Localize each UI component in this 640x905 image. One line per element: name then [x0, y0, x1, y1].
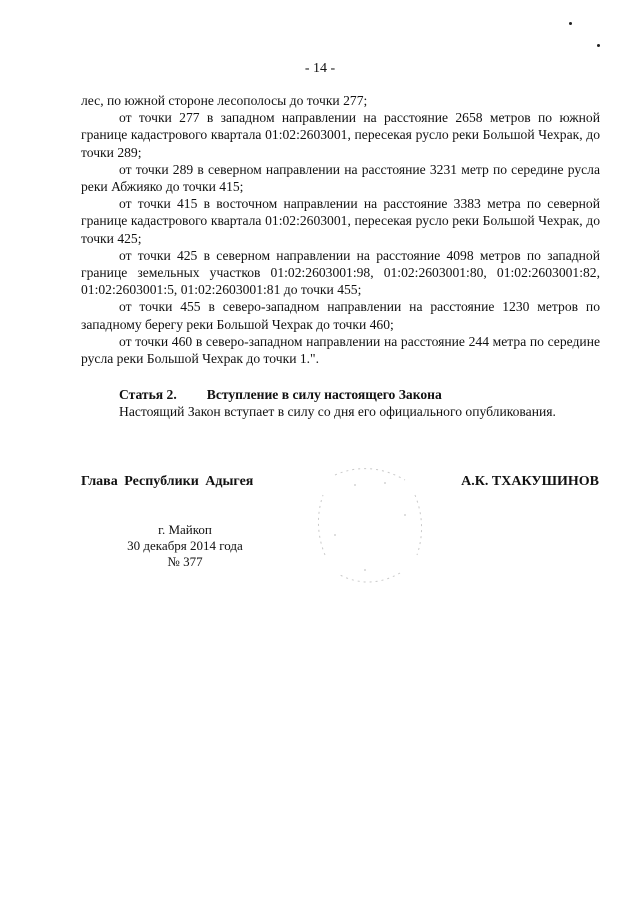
article-number: Статья 2. [119, 387, 177, 402]
law-number: № 377 [167, 554, 203, 569]
paragraph-4: от точки 415 в восточном направлении на расстояние 3383 метра по северной границе кадастрового квартала 01:02:2603001, пересекая русло реки Большой Чехрак, до точки 425; [81, 196, 600, 246]
scan-speck [569, 22, 572, 25]
law-body-text [81, 92, 600, 367]
city: г. Майкоп [158, 522, 212, 537]
paragraph-2: от точки 277 в западном направлении на расстояние 2658 метров по южной границе кадастрового квартала 01:02:2603001, пересекая русло реки Большой Чехрак, до точки 289; [81, 110, 600, 160]
signatory-name: А.К. ТХАКУШИНОВ [461, 474, 599, 489]
article-title: Вступление в силу настоящего Закона [206, 387, 442, 402]
paragraph-7: от точки 460 в северо-западном направлении на расстояние 244 метра по середине русла реки Большой Чехрак до точки 1.". [81, 333, 600, 367]
place-and-date-block [110, 522, 260, 570]
paragraph-1: лес, по южной стороне лесополосы до точки 277; [81, 93, 368, 108]
faint-seal-stamp [305, 455, 435, 595]
page-number: - 14 - [304, 61, 336, 76]
paragraph-6: от точки 455 в северо-западном направлении на расстояние 1230 метров по западному берегу реки Большой Чехрак до точки 460; [81, 299, 600, 332]
paragraph-5: от точки 425 в северном направлении на расстояние 4098 метров по западной границе земельных участков 01:02:2603001:98, 01:02:2603001:80, 01:02:2603001:82, 01:02:2603001:5, 01:02:2603001:81 до точки 455; [81, 247, 600, 298]
article-heading [81, 386, 600, 403]
scan-speck [597, 44, 600, 47]
article-text: Настоящий Закон вступает в силу со дня его официального опубликования. [119, 404, 556, 420]
signing-date: 30 декабря 2014 года [127, 538, 243, 553]
signatory-title: Глава Республики Адыгея [81, 474, 254, 489]
article-2 [81, 386, 600, 420]
paragraph-3: от точки 289 в северном направлении на расстояние 3231 метр по середине русла реки Абжияко до точки 415; [81, 161, 600, 195]
